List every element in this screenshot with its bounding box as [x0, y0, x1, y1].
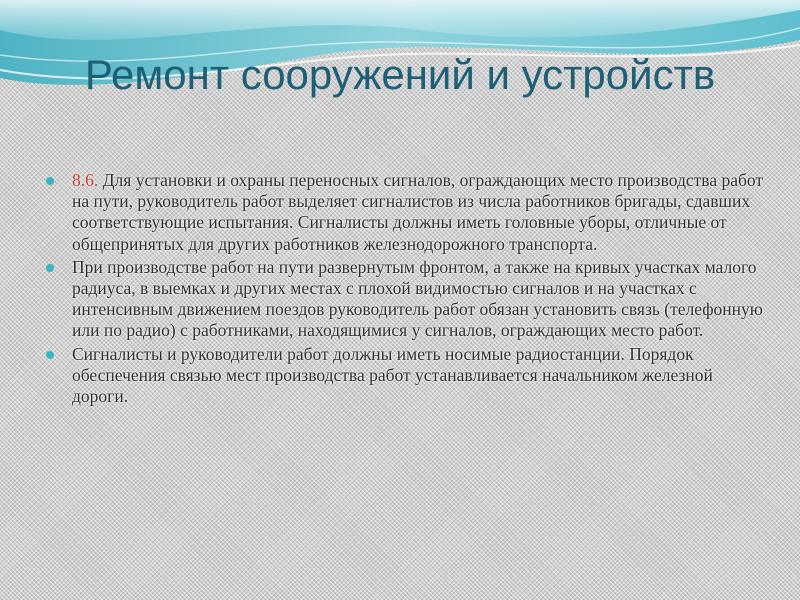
- bullet-dot-icon: [46, 264, 54, 272]
- bullet-text: При производстве работ на пути развернутым фронтом, а также на кривых участках малого радиуса, в выемках и других местах с плохой видимостью сигналов и на участках с интенсивным движением поездов руководитель работ обязан установить связь (телефонную или по радио) с работниками, находящимися у сигналов, ограждающих место работ.: [72, 256, 763, 341]
- bullet-text: Для установки и охраны переносных сигналов, ограждающих место производства работ на пути, руководитель работ выделяет сигналистов из числа работников бригады, сдавших соответствующие испытания. Сигналисты должны иметь головные уборы, отличные от общепринятых для других работников железнодорожного транспорта.: [72, 170, 764, 254]
- bullet-list: [40, 170, 765, 409]
- clause-number: 8.6.: [72, 170, 99, 190]
- bullet-text: Сигналисты и руководители работ должны иметь носимые радиостанции. Порядок обеспечения связью мест производства работ устанавливается начальником железной дороги.: [72, 343, 713, 407]
- bullet-dot-icon: [46, 177, 54, 185]
- list-item: [40, 344, 765, 408]
- slide-title: Ремонт сооружений и устройств: [84, 51, 716, 98]
- bullet-dot-icon: [46, 351, 54, 359]
- list-item: [40, 257, 765, 342]
- list-item: [40, 170, 765, 255]
